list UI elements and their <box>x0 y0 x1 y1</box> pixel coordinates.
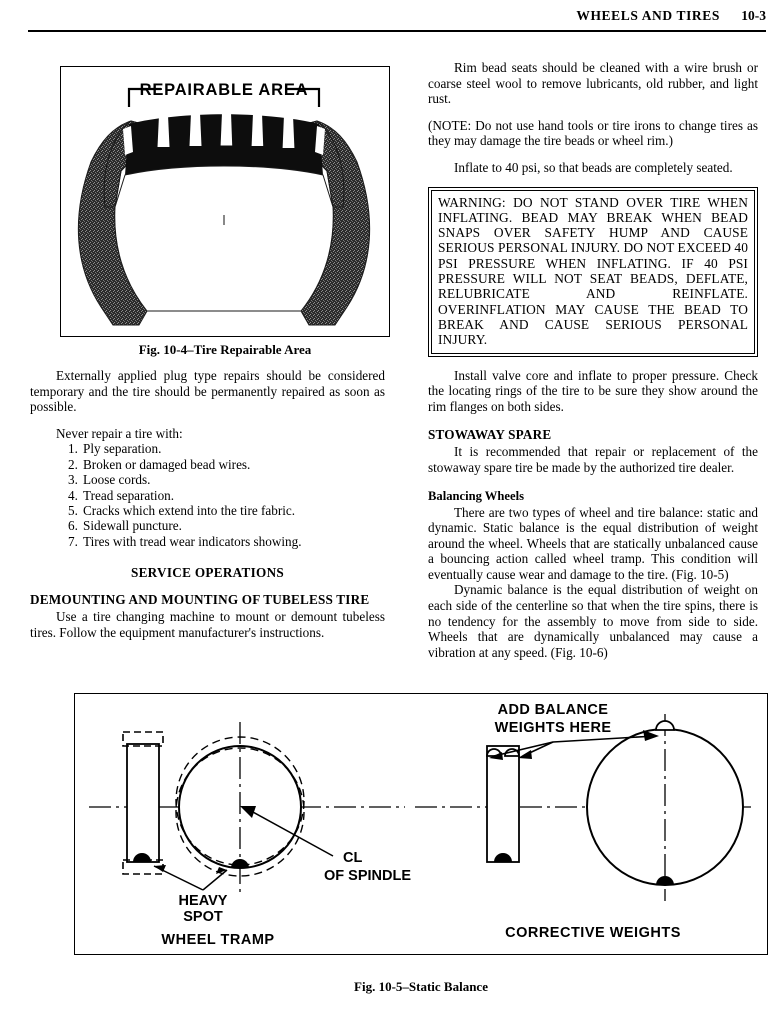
paragraph-stowaway-spare: It is recommended that repair or replacement of the stowaway spare tire be made by the authorized tire dealer. <box>428 444 758 475</box>
paragraph-demounting: Use a tire changing machine to mount or demount tubeless tires. Follow the equipment manufacturer's instructions. <box>30 609 385 640</box>
paragraph-rim-bead-seats: Rim bead seats should be cleaned with a wire brush or coarse steel wool to remove lubricants, old rubber, and light rust. <box>428 60 758 107</box>
list-item-number: 6. <box>68 518 78 534</box>
warning-text: WARNING: DO NOT STAND OVER TIRE WHEN INFLATING. BEAD MAY BREAK WHEN BEAD SNAPS OVER SAFETY HUMP AND CAUSE SERIOUS PERSONAL INJURY. DO NOT EXCEED 40 PSI PRESSURE WHEN INFLATING. IF 40 PSI PRESSURE WILL NOT SEAT BEADS, DEFLATE, RELUBRICATE AND REINFLATE. OVERINFLATION MAY CAUSE THE BEAD TO BREAK AND CAUSE SERIOUS PERSONAL INJURY. <box>438 194 749 348</box>
heading-balancing-wheels: Balancing Wheels <box>428 488 524 503</box>
paragraph-never-repair: Never repair a tire with: <box>56 425 183 441</box>
paragraph-inflate-40psi: Inflate to 40 psi, so that beads are completely seated. <box>454 159 733 175</box>
list-item <box>68 534 385 549</box>
list-item-label: Cracks which extend into the tire fabric. <box>83 503 296 518</box>
list-item <box>68 518 385 533</box>
figure-static-balance <box>74 693 768 955</box>
list-item-number: 1. <box>68 441 78 457</box>
cl-label-line1: CL <box>343 850 363 866</box>
heading-demounting-mounting: DEMOUNTING AND MOUNTING OF TUBELESS TIRE <box>30 592 370 608</box>
paragraph-static-balance: There are two types of wheel and tire balance: static and dynamic. Static balance is the equal distribution of weight around the wheel. Wheels that are statically unbalanced cause a bouncing action called wheel tramp. This condition will eventually cause wear and damage to the tire. (Fig. 10-5) <box>428 504 758 582</box>
page-header <box>28 8 766 38</box>
heavy-spot-label-line1: HEAVY <box>178 893 228 909</box>
static-balance-drawing <box>75 694 765 952</box>
list-item <box>68 488 385 503</box>
list-item-label: Broken or damaged bead wires. <box>83 456 251 472</box>
figure-tire-repairable-area <box>60 66 390 337</box>
wheel-side-view-rect <box>127 744 159 862</box>
paragraph-externally-applied: Externally applied plug type repairs should be considered temporary and the tire should be permanently repaired as soon as possible. <box>30 368 385 415</box>
list-item-label: Sidewall puncture. <box>83 518 182 534</box>
list-item-number: 2. <box>68 456 78 472</box>
header-rule <box>28 30 766 32</box>
add-balance-weights-label-line1: ADD BALANCE <box>497 702 609 718</box>
heavy-spot-label-line2: SPOT <box>183 909 223 925</box>
heavy-spot-leader-lines <box>154 866 227 890</box>
cl-label-line2: OF SPINDLE <box>324 868 412 884</box>
figure-caption-10-4: Fig. 10-4–Tire Repairable Area <box>138 342 312 357</box>
header-title: WHEELS AND TIRES <box>576 8 720 23</box>
warning-box <box>428 187 758 357</box>
list-item <box>68 441 385 456</box>
list-item-label: Tires with tread wear indicators showing. <box>83 533 302 549</box>
list-item-label: Ply separation. <box>83 441 162 457</box>
paragraph-dynamic-balance: Dynamic balance is the equal distribution of weight on each side of the centerline so that when the tire spins, there is no tendency for the assembly to move from side to side. Wheels that are dynamically unbalanced may cause a vibration at any speed. (Fig. 10-6) <box>428 582 758 660</box>
list-item <box>68 457 385 472</box>
repairable-area-label: REPAIRABLE AREA <box>139 81 309 99</box>
heading-stowaway-spare: STOWAWAY SPARE <box>428 427 552 443</box>
list-item <box>68 472 385 487</box>
figure-caption-10-5: Fig. 10-5–Static Balance <box>354 979 488 994</box>
warning-box-inner <box>431 190 755 354</box>
list-item-number: 4. <box>68 487 78 503</box>
heading-service-operations: SERVICE OPERATIONS <box>130 565 285 581</box>
tire-cross-section-drawing <box>61 67 387 334</box>
right-column <box>428 60 758 671</box>
list-item-label: Loose cords. <box>83 472 151 488</box>
left-column <box>30 368 385 651</box>
corrective-weights-label: CORRECTIVE WEIGHTS <box>505 925 681 941</box>
add-weights-arrow-2 <box>518 750 532 759</box>
paragraph-install-valve-core: Install valve core and inflate to proper pressure. Check the locating rings of the tire to be sure they show around the rim flanges on both sides. <box>428 367 758 414</box>
add-balance-weights-label-line2: WEIGHTS HERE <box>494 720 612 736</box>
list-item-label: Tread separation. <box>83 487 175 503</box>
repair-restrictions-list <box>30 441 385 549</box>
tire-inner-cavity <box>115 166 333 311</box>
list-item <box>68 503 385 518</box>
list-item-number: 3. <box>68 472 78 488</box>
balance-weight-circle-top <box>656 721 674 730</box>
paragraph-note: (NOTE: Do not use hand tools or tire irons to change tires as they may damage the tire beads or wheel rim.) <box>428 117 758 149</box>
wheel-tramp-label: WHEEL TRAMP <box>161 932 275 948</box>
list-item-number: 7. <box>68 533 78 549</box>
corrective-wheel-side-view-rect <box>487 746 519 862</box>
list-item-number: 5. <box>68 503 78 518</box>
header-page-number: 10-3 <box>741 8 766 23</box>
